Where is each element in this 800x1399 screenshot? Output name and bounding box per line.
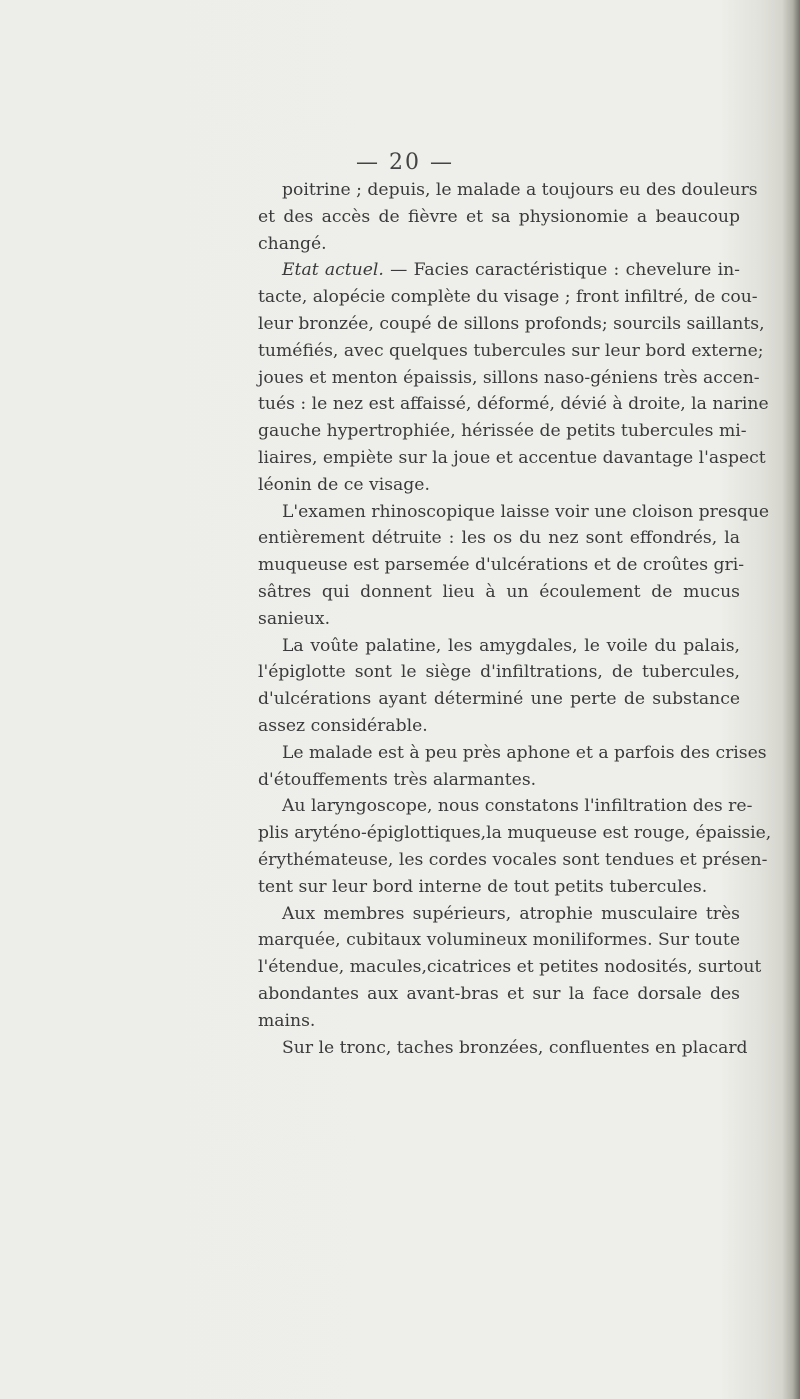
text-line: l'épiglotte sont le siège d'infiltrations, de tubercules,: [258, 662, 740, 683]
text-line: mains.: [258, 1010, 316, 1031]
text-line: Le malade est à peu près aphone et a parfois des crises: [282, 742, 767, 763]
body-text: [258, 177, 772, 1061]
text-line: d'étouffements très alarmantes.: [258, 769, 537, 790]
text-line: La voûte palatine, les amygdales, le voile du palais,: [282, 635, 740, 656]
text-line: liaires, empiète sur la joue et accentue davantage l'aspect: [258, 447, 766, 468]
text-line: tent sur leur bord interne de tout petits tubercules.: [258, 876, 708, 897]
text-line: tués : le nez est affaissé, déformé, dévié à droite, la narine: [258, 394, 769, 415]
text-line: marquée, cubitaux volumineux moniliformes. Sur toute: [258, 930, 740, 951]
etat-actuel-label: Etat actuel.: [282, 260, 384, 281]
text-line: sanieux.: [258, 608, 331, 629]
page-edge-shadow: [782, 0, 800, 1399]
text-line: sâtres qui donnent lieu à un écoulement de mucus: [258, 581, 740, 602]
page-number: — 20 —: [356, 150, 454, 175]
text-line: plis aryténo-épiglottiques,la muqueuse est rouge, épaissie,: [258, 823, 772, 844]
text-line: assez considérable.: [258, 715, 428, 736]
text-line: gauche hypertrophiée, hérissée de petits tubercules mi-: [258, 421, 747, 442]
text-line: abondantes aux avant-bras et sur la face dorsale des: [258, 983, 740, 1004]
text-line: Au laryngoscope, nous constatons l'infiltration des re-: [282, 796, 753, 817]
text-line: léonin de ce visage.: [258, 474, 430, 495]
text-line: d'ulcérations ayant déterminé une perte de substance: [258, 689, 740, 710]
text-line: et des accès de fièvre et sa physionomie a beaucoup: [258, 206, 740, 227]
text-line: Aux membres supérieurs, atrophie musculaire très: [282, 903, 740, 924]
text-line: L'examen rhinoscopique laisse voir une cloison presque: [282, 501, 770, 522]
text-line: leur bronzée, coupé de sillons profonds; sourcils saillants,: [258, 313, 765, 334]
text-line-etat-actuel: [258, 257, 740, 284]
text-line: entièrement détruite : les os du nez sont effondrés, la: [258, 528, 740, 549]
text-line: érythémateuse, les cordes vocales sont tendues et présen-: [258, 849, 768, 870]
text-line: poitrine ; depuis, le malade a toujours eu des douleurs: [282, 180, 758, 200]
text-line: joues et menton épaissis, sillons naso-géniens très accen-: [258, 367, 760, 388]
text-line: muqueuse est parsemée d'ulcérations et de croûtes gri-: [258, 555, 745, 576]
text-line: tuméfiés, avec quelques tubercules sur leur bord externe;: [258, 340, 764, 361]
text-line: changé.: [258, 233, 327, 254]
text-line: l'étendue, macules,cicatrices et petites nodosités, surtout: [258, 957, 762, 978]
text-line: Sur le tronc, taches bronzées, confluentes en placard: [282, 1037, 748, 1058]
text-line: tacte, alopécie complète du visage ; front infiltré, de cou-: [258, 287, 758, 308]
text-line-rest: — Facies caractéristique : chevelure in-: [390, 260, 740, 281]
